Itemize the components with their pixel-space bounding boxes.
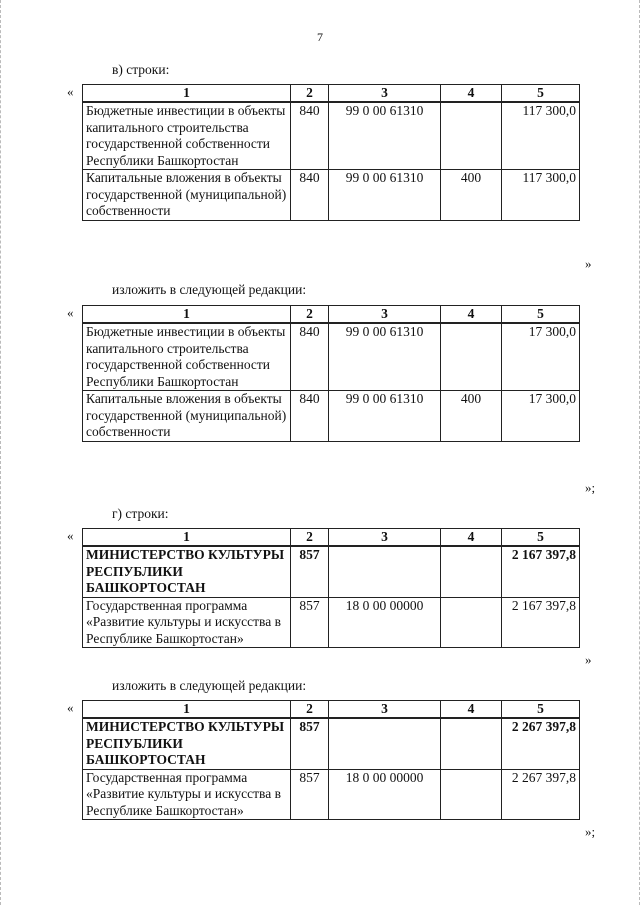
page-number: 7 <box>317 30 323 44</box>
amount-cell: 17 300,0 <box>502 323 580 391</box>
scan-edge-left <box>0 0 4 905</box>
item-name-cell: Государственная программа «Развитие культуры и искусства в Республике Башкортостан» <box>83 769 291 820</box>
header-cell: 2 <box>291 529 329 547</box>
table-header-row <box>83 701 580 719</box>
expense-type-cell <box>441 718 502 769</box>
target-article-cell: 99 0 00 61310 <box>329 102 441 170</box>
ministry-code-cell: 840 <box>291 323 329 391</box>
header-cell: 4 <box>441 529 502 547</box>
ministry-code-cell: 840 <box>291 170 329 221</box>
ministry-code-cell: 840 <box>291 102 329 170</box>
header-cell: 3 <box>329 85 441 103</box>
header-cell: 1 <box>83 701 291 719</box>
header-cell: 3 <box>329 701 441 719</box>
amount-cell: 2 267 397,8 <box>502 718 580 769</box>
item-name-cell: МИНИСТЕРСТВО КУЛЬТУРЫ РЕСПУБЛИКИ БАШКОРТОСТАН <box>83 546 291 597</box>
header-cell: 4 <box>441 306 502 324</box>
amount-cell: 2 267 397,8 <box>502 769 580 820</box>
header-cell: 2 <box>291 701 329 719</box>
amount-cell: 17 300,0 <box>502 391 580 442</box>
target-article-cell <box>329 718 441 769</box>
open-quote: « <box>67 305 74 320</box>
item-name-cell: Капитальные вложения в объекты государственной (муниципальной) собственности <box>83 391 291 442</box>
amount-cell: 117 300,0 <box>502 102 580 170</box>
expense-type-cell <box>441 597 502 648</box>
amendment-table <box>82 305 580 442</box>
ministry-code-cell: 857 <box>291 546 329 597</box>
table-row <box>83 391 580 442</box>
ministry-code-cell: 857 <box>291 597 329 648</box>
target-article-cell: 18 0 00 00000 <box>329 769 441 820</box>
header-cell: 4 <box>441 701 502 719</box>
open-quote: « <box>67 700 74 715</box>
header-cell: 1 <box>83 85 291 103</box>
close-quote: » <box>585 652 592 667</box>
close-quote: »; <box>585 824 596 839</box>
header-cell: 5 <box>502 306 580 324</box>
expense-type-cell: 400 <box>441 391 502 442</box>
open-quote: « <box>67 84 74 99</box>
header-cell: 3 <box>329 306 441 324</box>
ministry-code-cell: 840 <box>291 391 329 442</box>
item-name-cell: Бюджетные инвестиции в объекты капитального строительства государственной собственности Республики Башкортостан <box>83 323 291 391</box>
amendment-table <box>82 84 580 221</box>
expense-type-cell <box>441 546 502 597</box>
section-caption: изложить в следующей редакции: <box>112 282 307 297</box>
header-cell: 4 <box>441 85 502 103</box>
close-quote: »; <box>585 480 596 495</box>
header-cell: 5 <box>502 529 580 547</box>
target-article-cell: 18 0 00 00000 <box>329 597 441 648</box>
header-cell: 5 <box>502 85 580 103</box>
section-caption: в) строки: <box>112 62 170 77</box>
ministry-code-cell: 857 <box>291 718 329 769</box>
expense-type-cell: 400 <box>441 170 502 221</box>
table-row <box>83 323 580 391</box>
section-caption: г) строки: <box>112 506 169 521</box>
header-cell: 2 <box>291 306 329 324</box>
section-caption: изложить в следующей редакции: <box>112 678 307 693</box>
table-header-row <box>83 85 580 103</box>
table-header-row <box>83 529 580 547</box>
close-quote: » <box>585 256 592 271</box>
amendment-table <box>82 528 580 648</box>
item-name-cell: Государственная программа «Развитие культуры и искусства в Республике Башкортостан» <box>83 597 291 648</box>
target-article-cell: 99 0 00 61310 <box>329 323 441 391</box>
item-name-cell: Бюджетные инвестиции в объекты капитального строительства государственной собственности Республики Башкортостан <box>83 102 291 170</box>
table-header-row <box>83 306 580 324</box>
target-article-cell <box>329 546 441 597</box>
table-row <box>83 718 580 769</box>
expense-type-cell <box>441 769 502 820</box>
scan-edge-right <box>636 0 640 905</box>
item-name-cell: МИНИСТЕРСТВО КУЛЬТУРЫ РЕСПУБЛИКИ БАШКОРТОСТАН <box>83 718 291 769</box>
header-cell: 3 <box>329 529 441 547</box>
header-cell: 2 <box>291 85 329 103</box>
open-quote: « <box>67 528 74 543</box>
amount-cell: 2 167 397,8 <box>502 597 580 648</box>
target-article-cell: 99 0 00 61310 <box>329 170 441 221</box>
target-article-cell: 99 0 00 61310 <box>329 391 441 442</box>
table-row <box>83 170 580 221</box>
amendment-table <box>82 700 580 820</box>
header-cell: 5 <box>502 701 580 719</box>
amount-cell: 2 167 397,8 <box>502 546 580 597</box>
expense-type-cell <box>441 102 502 170</box>
expense-type-cell <box>441 323 502 391</box>
table-row <box>83 546 580 597</box>
table-row <box>83 597 580 648</box>
header-cell: 1 <box>83 529 291 547</box>
ministry-code-cell: 857 <box>291 769 329 820</box>
header-cell: 1 <box>83 306 291 324</box>
amount-cell: 117 300,0 <box>502 170 580 221</box>
table-row <box>83 102 580 170</box>
item-name-cell: Капитальные вложения в объекты государственной (муниципальной) собственности <box>83 170 291 221</box>
table-row <box>83 769 580 820</box>
